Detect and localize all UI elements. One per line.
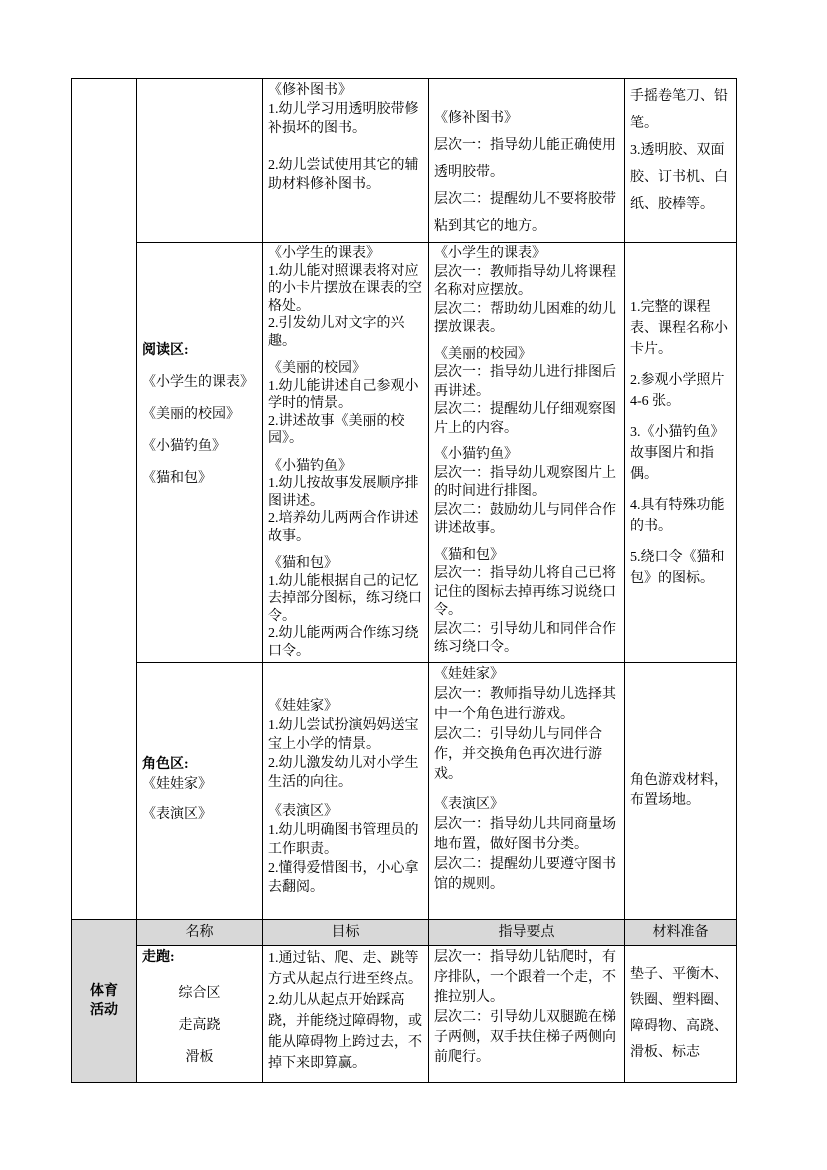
paragraph: 《小学生的课表》 xyxy=(268,246,380,261)
table-header-row xyxy=(72,920,737,946)
table-row-reading xyxy=(72,243,737,663)
paragraph: 手摇卷笔刀、铅笔。 xyxy=(630,89,728,131)
paragraph: 《美丽的校园》 xyxy=(268,361,366,376)
area-cell-role xyxy=(137,663,263,920)
area-item: 《小猫钓鱼》 xyxy=(142,439,226,454)
paragraph: 1.幼儿能对照课表将对应的小卡片摆放在课表的空格处。 xyxy=(268,263,422,314)
area-item: 《表演区》 xyxy=(142,807,212,822)
activity-plan-table xyxy=(71,78,737,1083)
paragraph: 2.参观小学照片4-6 张。 xyxy=(630,373,725,409)
paragraph: 2.幼儿从起点开始踩高跷，并能绕过障碍物，或能从障碍物上跨过去，不掉下来即算赢。 xyxy=(268,993,422,1071)
paragraph: 2.引发幼儿对文字的兴趣。 xyxy=(268,316,405,349)
materials-cell-reading xyxy=(625,243,737,663)
paragraph: 1.幼儿能根据自己的记忆去掉部分图标，练习绕口令。 xyxy=(268,573,422,624)
paragraph: 层次二：引导幼儿和同伴合作练习绕口令。 xyxy=(434,621,616,655)
paragraph: 层次二：提醒幼儿要遵守图书馆的规则。 xyxy=(434,857,616,892)
area-cell-empty xyxy=(137,79,263,243)
section-label-sport xyxy=(72,920,137,1083)
paragraph: 层次二：鼓励幼儿与同伴合作讲述故事。 xyxy=(434,502,616,536)
paragraph: 层次一：指导幼儿钻爬时，有序排队，一个跟着一个走，不推拉别人。 xyxy=(434,950,616,1005)
table-row-sport xyxy=(72,946,737,1083)
column-header-materials: 材料准备 xyxy=(625,920,737,946)
column-header-goal: 目标 xyxy=(263,920,429,946)
goal-cell-role xyxy=(263,663,429,920)
paragraph: 层次二：提醒幼儿仔细观察图片上的内容。 xyxy=(434,402,616,436)
section-label-line: 活动 xyxy=(90,1003,118,1018)
area-item: 《美丽的校园》 xyxy=(142,407,240,422)
paragraph: 1.幼儿尝试扮演妈妈送宝宝上小学的情景。 xyxy=(268,718,419,752)
paragraph: 2.幼儿能两两合作练习绕口令。 xyxy=(268,626,419,659)
paragraph: 垫子、平衡木、铁圈、塑料圈、障碍物、高跷、滑板、标志 xyxy=(630,967,728,1060)
paragraph: 层次二：帮助幼儿困难的幼儿摆放课表。 xyxy=(434,301,616,335)
paragraph: 1.幼儿能讲述自己参观小学时的情景。 xyxy=(268,378,419,411)
area-item: 《娃娃家》 xyxy=(142,777,212,792)
paragraph: 层次一：指导幼儿将自己已将记住的图标去掉再练习说绕口令。 xyxy=(434,566,616,618)
paragraph: 3.透明胶、双面胶、订书机、白纸、胶棒等。 xyxy=(630,143,728,212)
paragraph: 《表演区》 xyxy=(434,797,504,812)
goal-cell-reading xyxy=(263,243,429,663)
guide-cell-repair xyxy=(429,79,625,243)
column-header-guide: 指导要点 xyxy=(429,920,625,946)
area-item: 滑板 xyxy=(185,1050,214,1065)
paragraph: 《表演区》 xyxy=(268,804,338,819)
paragraph: 1.幼儿按故事发展顺序排图讲述。 xyxy=(268,476,419,509)
guide-cell-role xyxy=(429,663,625,920)
paragraph: 《小猫钓鱼》 xyxy=(434,447,518,462)
paragraph: 《修补图书》 xyxy=(434,111,518,126)
goal-cell-sport xyxy=(263,946,429,1083)
paragraph: 《修补图书》 xyxy=(268,83,352,98)
paragraph: 角色游戏材料，布置场地。 xyxy=(630,773,728,808)
paragraph: 《猫和包》 xyxy=(434,547,504,563)
table-row-role xyxy=(72,663,737,920)
paragraph: 层次二：引导幼儿双腿跪在梯子两侧，双手扶住梯子两侧向前爬行。 xyxy=(434,1010,616,1065)
paragraph: 《小猫钓鱼》 xyxy=(268,458,352,474)
paragraph: 层次一：教师指导幼儿选择其中一个角色进行游戏。 xyxy=(434,687,616,722)
paragraph: 《美丽的校园》 xyxy=(434,346,532,362)
paragraph: 《娃娃家》 xyxy=(268,699,338,714)
paragraph: 2.培养幼儿两两合作讲述故事。 xyxy=(268,511,419,544)
paragraph: 层次一：教师指导幼儿将课程名称对应摆放。 xyxy=(434,264,616,298)
area-title: 角色区: xyxy=(142,757,189,772)
paragraph: 层次一：指导幼儿能正确使用透明胶带。 xyxy=(434,138,616,180)
guide-cell-sport xyxy=(429,946,625,1083)
guide-cell-reading xyxy=(429,243,625,663)
section-label-cell-empty xyxy=(72,79,137,920)
paragraph: 层次一：指导幼儿观察图片上的时间进行排图。 xyxy=(434,465,616,499)
materials-cell-role xyxy=(625,663,737,920)
paragraph: 层次一：指导幼儿进行排图后再讲述。 xyxy=(434,365,616,399)
paragraph: 层次二：提醒幼儿不要将胶带粘到其它的地方。 xyxy=(434,192,616,234)
paragraph: 1.幼儿明确图书管理员的工作职责。 xyxy=(268,823,419,857)
goal-cell-repair xyxy=(263,79,429,243)
paragraph: 4.具有特殊功能的书。 xyxy=(630,498,725,534)
area-title: 走跑: xyxy=(142,950,175,965)
paragraph: 1.完整的课程表、课程名称小卡片。 xyxy=(630,300,728,357)
area-item: 《猫和包》 xyxy=(142,471,212,486)
area-item: 走高跷 xyxy=(178,1018,221,1033)
paragraph: 《娃娃家》 xyxy=(434,667,504,682)
area-item: 综合区 xyxy=(178,986,221,1001)
column-header-name: 名称 xyxy=(137,920,263,946)
paragraph: 《猫和包》 xyxy=(268,556,338,571)
paragraph: 《小学生的课表》 xyxy=(434,246,546,261)
paragraph: 3.《小猫钓鱼》故事图片和指偶。 xyxy=(630,425,725,482)
area-cell-sport xyxy=(137,946,263,1083)
paragraph: 5.绕口令《猫和包》的图标。 xyxy=(630,550,725,586)
area-title: 阅读区: xyxy=(142,343,189,358)
paragraph: 层次二：引导幼儿与同伴合作，并交换角色再次进行游戏。 xyxy=(434,727,602,782)
paragraph: 2.讲述故事《美丽的校园》。 xyxy=(268,413,405,446)
section-label-line: 体育 xyxy=(90,984,118,999)
paragraph: 层次一：指导幼儿共同商量场地布置，做好图书分类。 xyxy=(434,817,616,852)
paragraph: 2.懂得爱惜图书，小心拿去翻阅。 xyxy=(268,861,419,895)
area-cell-reading xyxy=(137,243,263,663)
table-row-repair xyxy=(72,79,737,243)
area-item: 《小学生的课表》 xyxy=(142,375,254,390)
materials-cell-repair xyxy=(625,79,737,243)
materials-cell-sport xyxy=(625,946,737,1083)
paragraph: 1.通过钻、爬、走、跳等方式从起点行进至终点。 xyxy=(268,951,422,987)
paragraph: 2.幼儿激发幼儿对小学生生活的向往。 xyxy=(268,756,419,790)
paragraph: 1.幼儿学习用透明胶带修补损坏的图书。 xyxy=(268,102,419,136)
paragraph: 2.幼儿尝试使用其它的辅助材料修补图书。 xyxy=(268,158,419,192)
